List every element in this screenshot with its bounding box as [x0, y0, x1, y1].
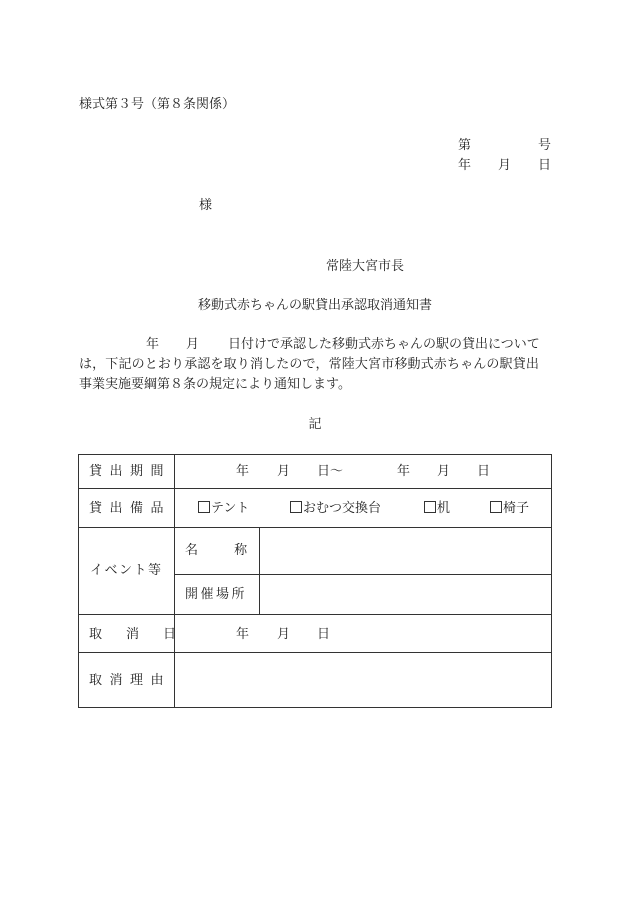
cancel-month: 月	[277, 627, 291, 642]
body-approval-month: 月	[186, 337, 200, 352]
loan-equipment-label: 貸出備品	[89, 501, 172, 516]
loan-start-year: 年	[236, 464, 250, 479]
cancel-year: 年	[236, 627, 250, 642]
detail-table	[78, 454, 552, 708]
checkbox-box[interactable]	[290, 501, 302, 513]
checkbox-tent[interactable]	[198, 500, 249, 518]
checkbox-chair[interactable]	[490, 500, 529, 518]
document-title: 移動式赤ちゃんの駅貸出承認取消通知書	[197, 298, 432, 313]
ki-label: 記	[308, 417, 322, 432]
body-approval-year: 年	[146, 337, 160, 352]
checkbox-label: 椅子	[503, 501, 530, 516]
table-row-divider	[79, 488, 551, 489]
event-label: イベント等	[90, 563, 163, 578]
checkbox-box[interactable]	[198, 501, 210, 513]
event-venue-label: 開催場所	[185, 587, 248, 602]
cancel-reason-label: 取消理由	[89, 673, 172, 688]
sender-name: 常陸大宮市長	[326, 259, 405, 274]
checkbox-diaper-table[interactable]	[290, 500, 381, 518]
loan-period-label: 貸出期間	[89, 464, 172, 479]
checkbox-label: テント	[211, 501, 250, 516]
table-column-divider	[174, 455, 175, 707]
loan-end-year: 年	[397, 464, 411, 479]
table-column-divider	[259, 527, 260, 614]
body-text-line-1: 日付けで承認した移動式赤ちゃんの駅の貸出について	[228, 337, 540, 352]
checkbox-box[interactable]	[424, 501, 436, 513]
cancel-date-label: 取消日	[89, 627, 201, 642]
table-row-divider	[79, 527, 551, 528]
table-row-divider	[174, 574, 551, 575]
checkbox-box[interactable]	[490, 501, 502, 513]
body-text-line-3: 事業実施要綱第８条の規定により通知します。	[79, 377, 351, 392]
table-row-divider	[79, 614, 551, 615]
loan-end-month: 月	[437, 464, 451, 479]
loan-start-month: 月	[277, 464, 291, 479]
form-number: 様式第３号（第８条関係）	[79, 97, 236, 112]
issue-date-year: 年	[458, 158, 472, 173]
checkbox-label: 机	[437, 501, 451, 516]
recipient-honorific: 様	[199, 198, 213, 213]
issue-date-day: 日	[538, 158, 552, 173]
loan-end-day: 日	[477, 464, 491, 479]
event-name-label: 名 称	[185, 543, 248, 558]
table-row-divider	[79, 652, 551, 653]
body-text-line-2: は，下記のとおり承認を取り消したので，常陸大宮市移動式赤ちゃんの駅貸出	[79, 357, 539, 372]
issue-date-month: 月	[498, 158, 512, 173]
cancel-day: 日	[317, 627, 331, 642]
document-number-label: 第	[458, 138, 472, 153]
checkbox-desk[interactable]	[424, 500, 450, 518]
loan-start-day: 日～	[317, 464, 344, 479]
document-number-suffix: 号	[538, 138, 552, 153]
checkbox-label: おむつ交換台	[303, 501, 382, 516]
